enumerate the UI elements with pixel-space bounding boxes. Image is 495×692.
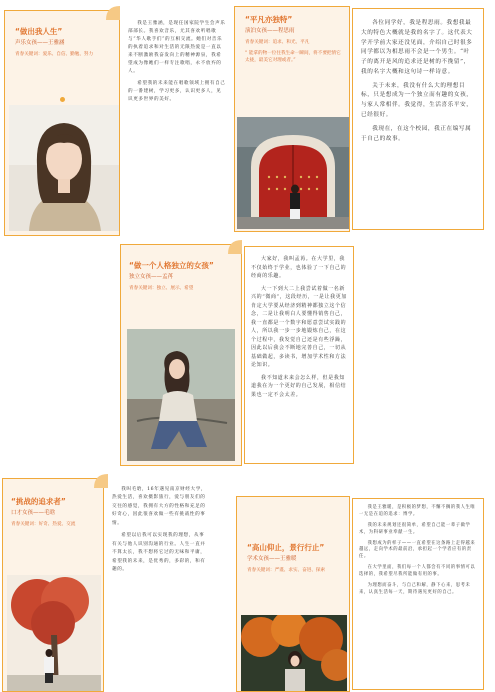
red-gate-photo (237, 117, 349, 229)
sitting-girl-photo (127, 329, 235, 461)
autumn-tree-photo (241, 615, 347, 691)
text-card-cheng-siyu (352, 8, 484, 230)
card-title: “平凡亦独特” (245, 15, 293, 24)
page-curl-icon (228, 240, 242, 254)
profile-card-mao-han (2, 478, 104, 692)
page-curl-icon (106, 6, 120, 20)
profile-card-wang-yahan (4, 10, 120, 236)
profile-card-wang-yanuan (236, 496, 350, 692)
card-title: “高山仰止，景行行止” (247, 543, 325, 552)
page-curl-icon (94, 474, 108, 488)
text-card-meng-ran (244, 246, 354, 464)
profile-card-cheng-siyu (234, 6, 350, 232)
decorative-pin-icon (60, 97, 65, 102)
card-title: “做一个人格独立的女孩” (129, 261, 214, 270)
paragraph: 希望我的未来能在唱歌领域上拥有自己的一番建树，学习更多，认识更多人，见识更多世界的美好。 (128, 81, 226, 103)
paragraph: 我现在，在这个校园，我正在编写属于自己的故事。 (361, 125, 472, 142)
paragraph: 在大学里面，我们每一个人都会有不同的事情可以选择的，我希望尽我所能做有用的事。 (359, 565, 476, 577)
paragraph: 我是王雅暖，是积极的梦想，不懈不搁的我人生唯一无是在追的追求：博学。 (359, 505, 476, 517)
card-keywords: 青春关键词：独立、展示、希望 (129, 286, 194, 291)
card-author: 声乐女孩——王雅涵 (15, 40, 65, 46)
paragraph: 我的未来规划还很简单，希望自己能一辈子做学术，为科研事业奉献一生。 (359, 522, 471, 535)
card-keywords: 青春关键词：追求、和光、平凡 (245, 40, 310, 45)
card-keywords: 青春关键词：好奇、热爱、交流 (11, 522, 76, 527)
paragraph: 希望以后我可以实现我的理想，从事有关与他人识别沟通的行业。人生一直并不算太长，我不想将它过的无味和平庸，希望我的未来，是优秀的，多彩的，和有趣的。 (112, 533, 206, 573)
card-title: “做出我人生” (15, 27, 63, 36)
card-author: 演泊女孩——程思雨 (245, 28, 295, 34)
text-column-wang-yahan (124, 14, 230, 236)
card-author: 独立女孩——孟苒 (129, 274, 174, 280)
paragraph: 关于未来，我没有什么大的理想目标，只是想成为一个独立而有趣的女孩，与家人常相伴。我觉得，生活喜乐平安，已经很好。 (361, 82, 473, 119)
paragraph: 大一下到大二上我尝试着做一名新兴的“微商”，这段经历，一是让我更加肯定大学要从经济到精神都独立这个信念，二是让我明白人要懂得销售自己，我一直都是一个数字和愿意尝试实践的人，所以我一步一步地锻炼自己，在这个过程中，我发觉自己还是有些浮躁，因此以后我会不断地完善自己，一切从基础做起，多读书，增加学术性和方法论知识。 (251, 285, 347, 368)
paragraph: 我是王雅涵，是现任国家院学生会声乐部部长。我喜欢音乐，尤其喜欢听唱歌与“华人歌手们”的互相交流。她们对音乐的执着追求和对生活的无限热爱是一直以来不断激励我奋发向上的精神源泉，我希望成为像她们一样专注歌唱，永不放弃的人。 (128, 21, 226, 75)
paragraph: 我想成为的样子——一直希望在这条路上走得越来越远，走向学术的最前沿，承担起一个学者应有的责任。 (359, 540, 476, 560)
text-card-wang-yanuan (352, 498, 484, 690)
card-title: “挑战的追求者” (11, 497, 66, 506)
paragraph: 各位同学好，我是程思雨。我想我最大的特色大概就是我的名字了。这代表大学开学前大家还没见面，介绍自己时很多同学都以为相思雨不会是一个男生。“叶子的离开是风的追求还是树的不挽留”，我的名字大概和这句诗一样诗意。 (361, 20, 473, 75)
card-author: 口才女孩——毛晗 (11, 510, 56, 516)
paragraph: 我不知道未来会怎么样，但是我知道我在为一个更好的自己发展，相信结果也一定不会太差。 (251, 374, 347, 398)
card-keywords: 青春关键词：严谨、求实、奋进、探索 (247, 568, 326, 573)
card-author: 学术女孩——王雅暖 (247, 556, 297, 562)
red-tree-photo (7, 575, 101, 691)
paragraph: 为理想而奋斗，与自己和解，静下心来，思考未来，认真生活每一天，期待遇见更好的自己。 (359, 582, 471, 595)
paragraph: 大家好，我叫孟苒。在大学里，我不仅始终于学业，也体验了一下自己的经商的乐趣。 (251, 256, 347, 279)
text-column-mao-han (108, 484, 212, 690)
paragraph: 我叫毛晗，16年遇见南京财经大学，热爱生活，喜欢摄影旅行，爱与朋友们的交往的感觉，我拥有大方的性格和充足的好奇心，因此很喜欢做一些有挑战性的事情。 (112, 487, 207, 526)
card-keywords: 青春关键词：爱乐、自信、勤勉、努力 (15, 52, 94, 57)
profile-card-meng-ran (120, 244, 242, 466)
portrait-photo (9, 105, 119, 231)
card-quote: “ 能拿的物一位往我生命一瞬间，将不要把情它太拢，最美它对理或者。” (245, 50, 341, 63)
